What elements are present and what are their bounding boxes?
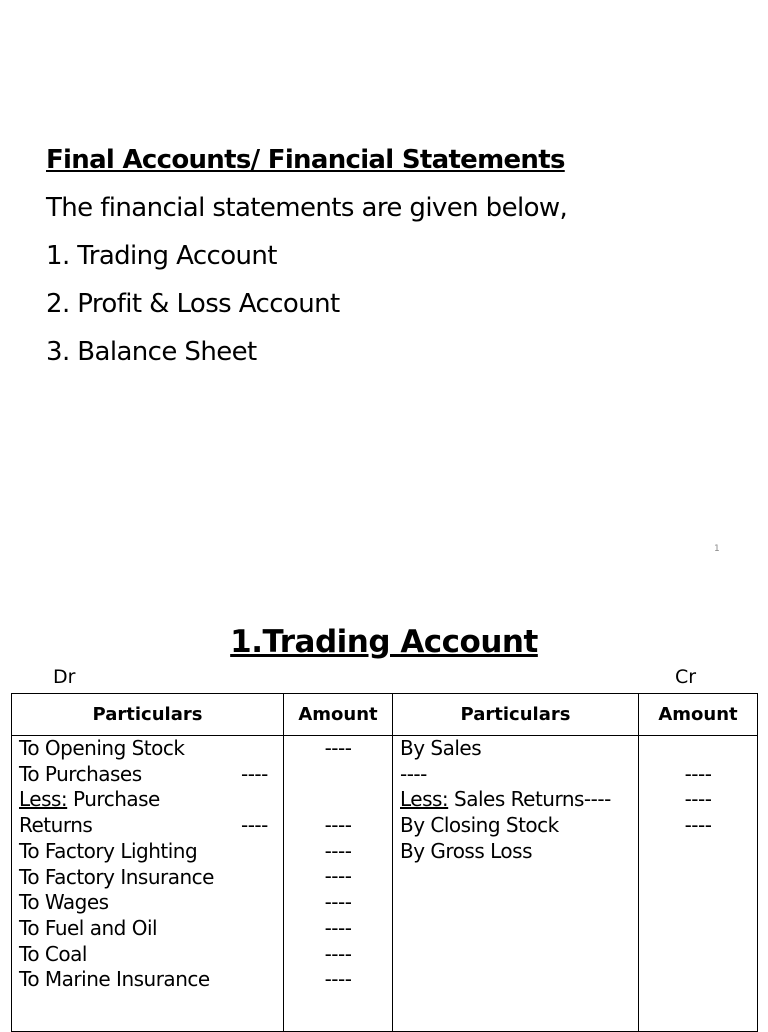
table-row (12, 736, 758, 1032)
credit-entry (400, 839, 638, 865)
column-header: Particulars (12, 694, 284, 736)
debit-entry (19, 762, 283, 788)
credit-amount (639, 839, 757, 865)
debit-entry (19, 813, 283, 839)
entry-text: ---- (400, 761, 427, 786)
entry-text: To Factory Lighting (19, 838, 198, 863)
column-header: Particulars (393, 694, 639, 736)
debit-amount: ---- (324, 736, 352, 760)
credit-entry (400, 787, 638, 813)
trading-account-table (11, 693, 758, 1032)
credit-amount (639, 736, 757, 762)
entry-text: To Fuel and Oil (19, 915, 158, 940)
debit-amount: ---- (324, 915, 352, 940)
debit-amount: ---- (324, 838, 352, 863)
inline-amount: ---- (241, 813, 268, 838)
debit-entry (19, 787, 283, 813)
debit-label: Dr (53, 666, 76, 688)
debit-entry (19, 967, 283, 993)
credit-amount: ---- (684, 813, 712, 838)
debit-amount-cell (284, 736, 393, 1032)
inline-amount: ---- (241, 761, 268, 786)
debit-particulars-cell (12, 736, 284, 1032)
credit-entry (400, 813, 638, 839)
debit-entry (19, 736, 283, 762)
debit-amount: ---- (324, 864, 352, 889)
entry-text: To Opening Stock (19, 736, 185, 760)
debit-amount: ---- (324, 941, 352, 966)
credit-amount: ---- (684, 761, 712, 786)
slide-2 (0, 576, 768, 1024)
entry-text: By Sales (400, 736, 482, 760)
credit-particulars-cell (393, 736, 639, 1032)
debit-entry (19, 916, 283, 942)
debit-amount: ---- (324, 890, 352, 915)
debit-entry (19, 839, 283, 865)
debit-amount: ---- (324, 813, 352, 838)
entry-text: By Gross Loss (400, 838, 532, 863)
trading-account-title: 1.Trading Account (230, 624, 538, 660)
entry-text: To Coal (19, 941, 87, 966)
less-label: Less: (19, 787, 68, 812)
credit-label: Cr (675, 666, 697, 688)
entry-text: To Marine Insurance (19, 967, 210, 992)
slide-heading: Final Accounts/ Financial Statements (46, 145, 565, 175)
debit-amount (284, 787, 392, 813)
page-number: 1 (714, 544, 720, 554)
column-header: Amount (284, 694, 393, 736)
entry-text: By Closing Stock (400, 813, 559, 838)
table-header-row (12, 694, 758, 736)
credit-entry (400, 762, 638, 788)
entry-text: To Wages (19, 890, 109, 915)
credit-entry (400, 736, 638, 762)
entry-text: To Factory Insurance (19, 864, 214, 889)
list-item: 2. Profit & Loss Account (46, 289, 340, 319)
debit-amount (284, 762, 392, 788)
entry-text: Purchase (67, 787, 160, 812)
debit-amount: ---- (324, 967, 352, 992)
entry-text: To Purchases (19, 761, 142, 786)
entry-text: Sales Returns---- (448, 787, 611, 812)
less-label: Less: (400, 787, 449, 812)
entry-text: Returns (19, 813, 93, 838)
list-item: 1. Trading Account (46, 241, 277, 271)
intro-text: The financial statements are given below, (46, 193, 568, 223)
credit-amount: ---- (684, 787, 712, 812)
list-item: 3. Balance Sheet (46, 337, 257, 367)
debit-entry (19, 865, 283, 891)
column-header: Amount (639, 694, 758, 736)
credit-amount-cell (639, 736, 758, 1032)
debit-entry (19, 942, 283, 968)
debit-entry (19, 890, 283, 916)
